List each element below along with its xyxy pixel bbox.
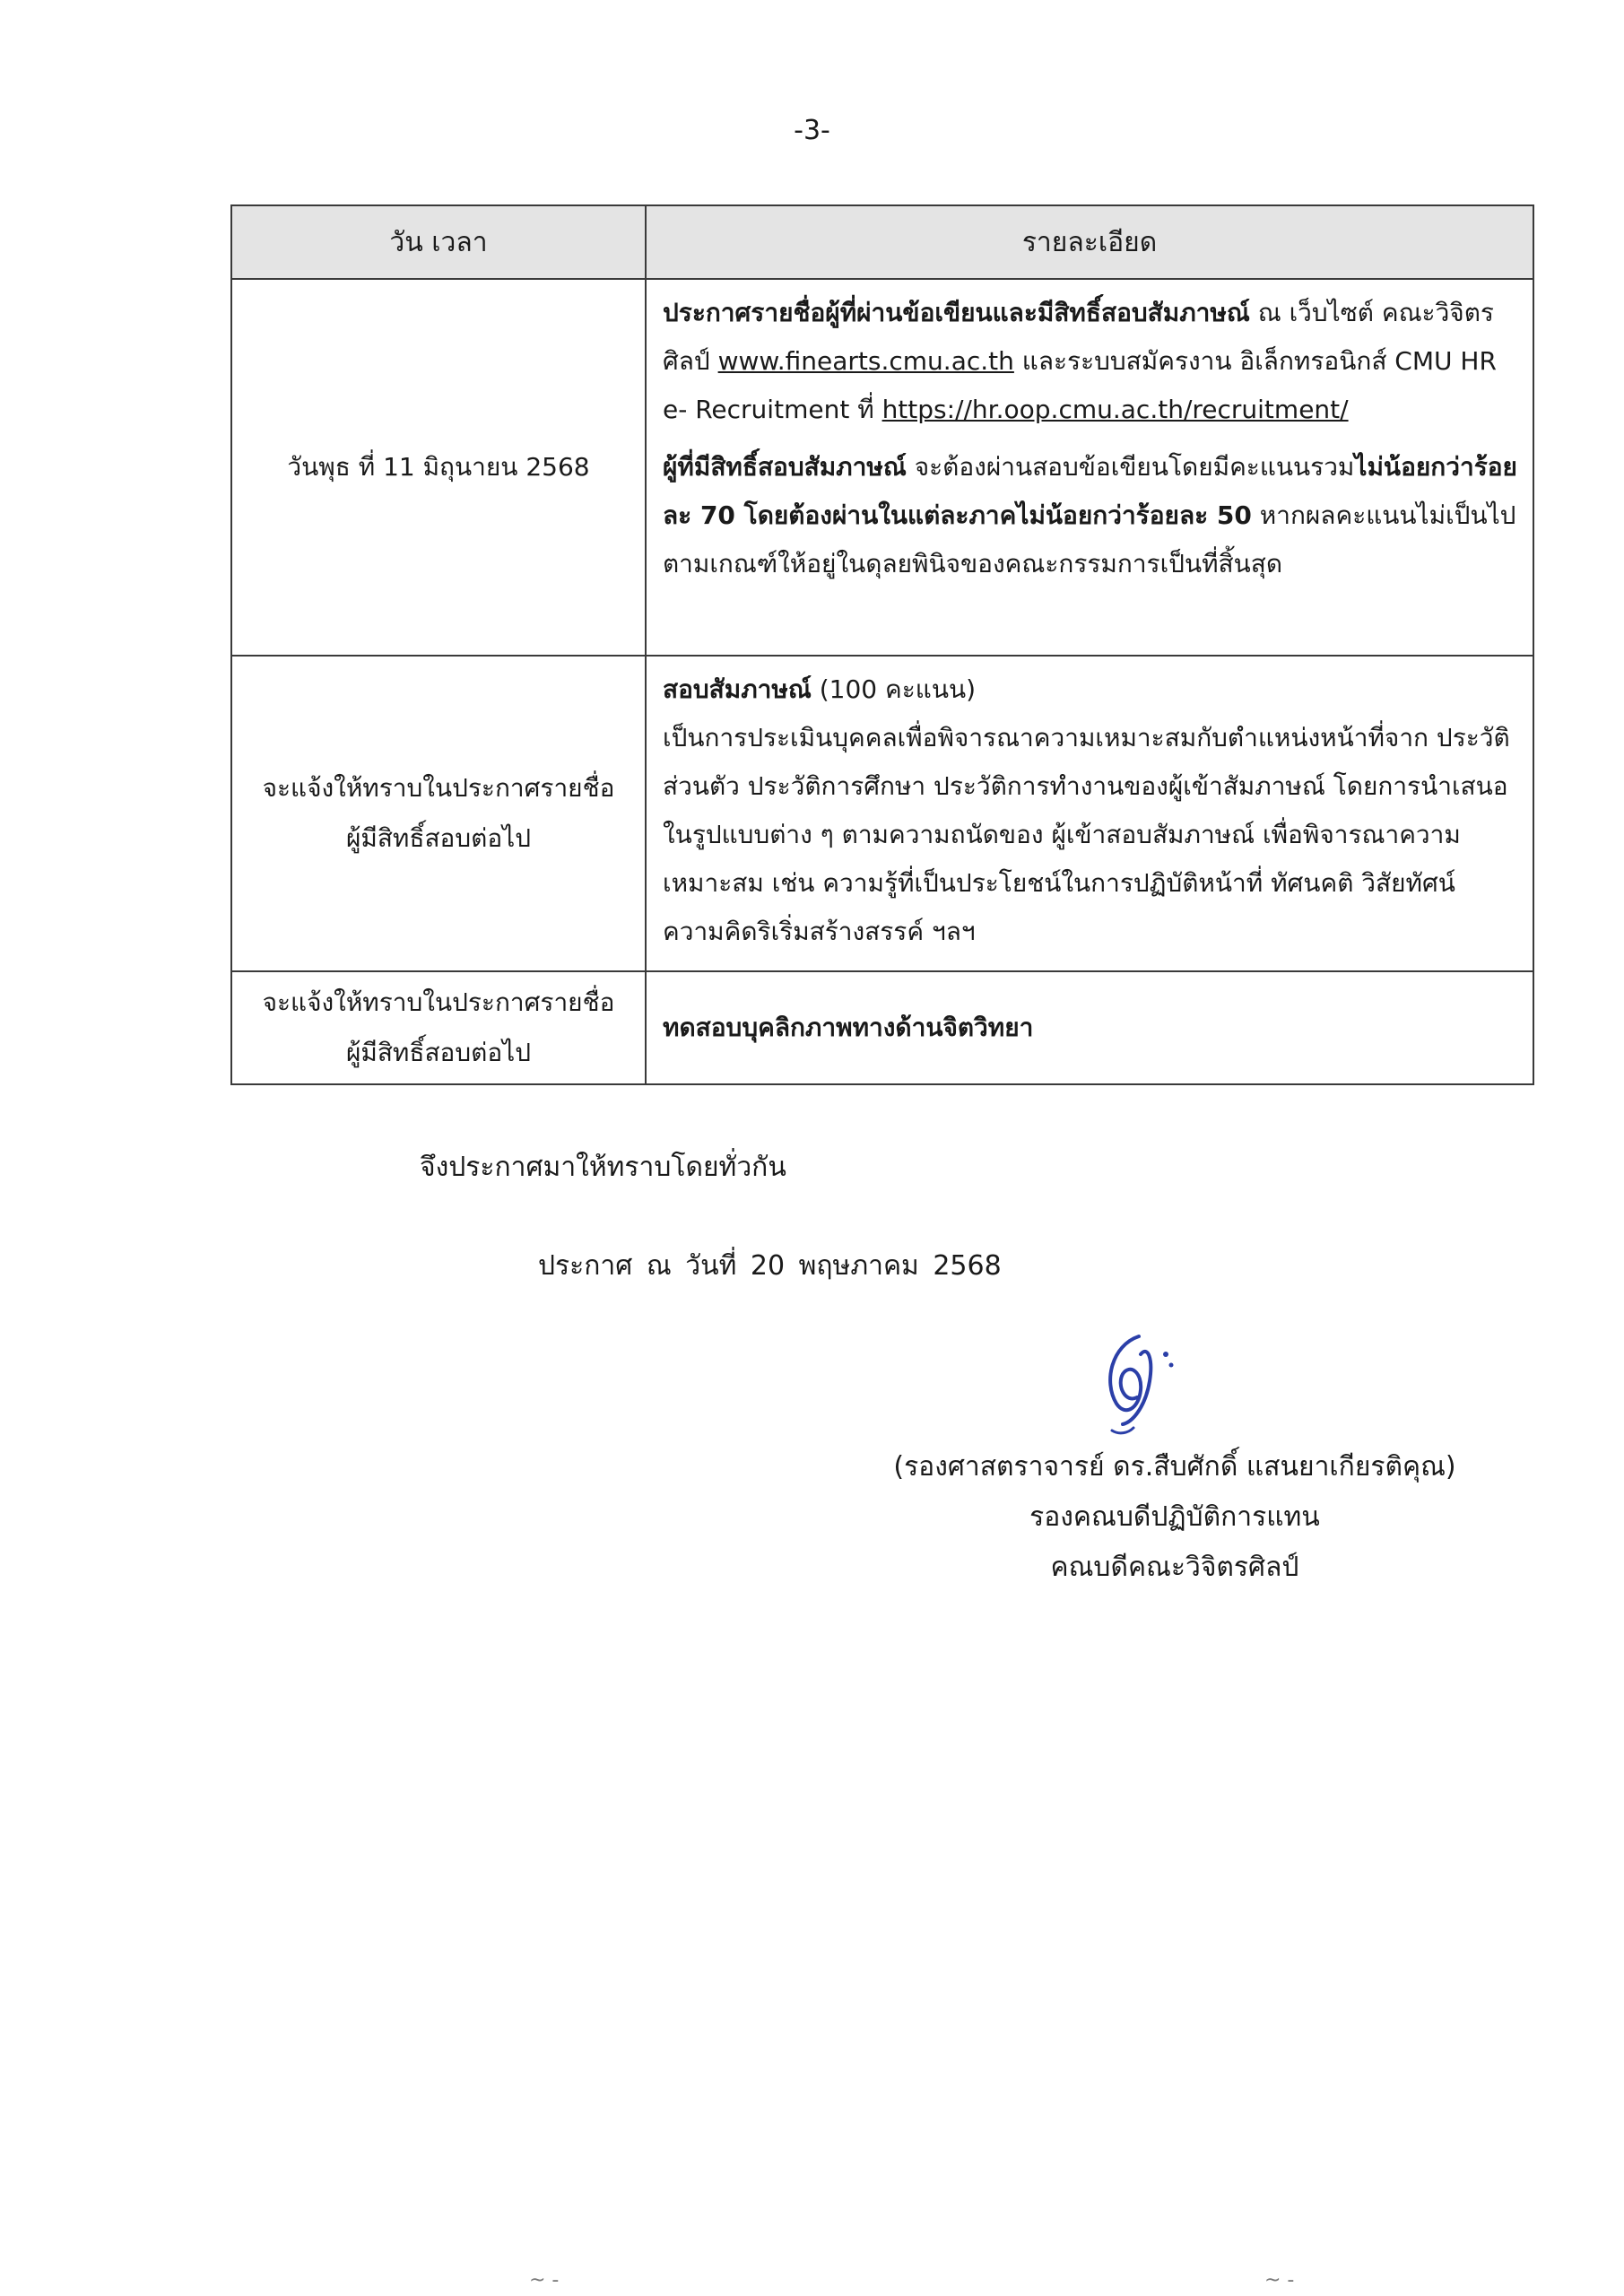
- announcement-paragraph: [663, 289, 1520, 434]
- date-cell: [231, 971, 646, 1084]
- date-cell: [231, 656, 646, 971]
- date-line: ผู้มีสิทธิ์สอบต่อไป: [345, 823, 532, 853]
- finearts-link[interactable]: www.finearts.cmu.ac.th: [717, 346, 1014, 376]
- eligibility-text: หากผลคะแนนไม่เป็นไปตามเกณฑ์ให้อยู่ในดุลยพินิจของคณะกรรมการเป็นที่สิ้นสุด: [663, 500, 1516, 578]
- detail-cell: [646, 971, 1533, 1084]
- table-row: [231, 656, 1533, 971]
- announcement-date: ประกาศ ณ วันที่ 20 พฤษภาคม 2568: [538, 1250, 1002, 1282]
- eligibility-heading: ผู้ที่มีสิทธิ์สอบสัมภาษณ์: [663, 452, 907, 482]
- page-number: -3-: [794, 115, 830, 146]
- date-cell: วันพุธ ที่ 11 มิถุนายน 2568: [231, 279, 646, 656]
- table-row: [231, 279, 1533, 656]
- interview-title: [663, 665, 1520, 714]
- eligibility-paragraph: [663, 443, 1520, 588]
- schedule-table: [230, 204, 1534, 1085]
- announcement-text: และระบบสมัครงาน อิเล็กทรอนิกส์ CMU HR e- Recruitment ที่: [663, 346, 1497, 424]
- interview-points: (100 คะแนน): [811, 674, 977, 704]
- recruitment-link[interactable]: https://hr.oop.cmu.ac.th/recruitment/: [881, 395, 1349, 424]
- date-line: จะแจ้งให้ทราบในประกาศรายชื่อ: [262, 773, 615, 803]
- table-row: [231, 971, 1533, 1084]
- table-header-row: [231, 205, 1533, 279]
- date-line: จะแจ้งให้ทราบในประกาศรายชื่อ: [262, 987, 615, 1017]
- detail-cell: [646, 656, 1533, 971]
- scan-mark: ~ -: [529, 2269, 560, 2292]
- signature-image: [1076, 1318, 1193, 1444]
- detail-cell: [646, 279, 1533, 656]
- signer-title: รองคณบดีปฏิบัติการแทน: [1029, 1501, 1320, 1533]
- interview-heading: สอบสัมภาษณ์: [663, 674, 812, 704]
- signer-name: (รองศาสตราจารย์ ดร.สืบศักดิ์ แสนยาเกียรติคุณ): [893, 1451, 1456, 1483]
- header-date: วัน เวลา: [231, 205, 646, 279]
- eligibility-text: จะต้องผ่านสอบข้อเขียนโดยมีคะแนนรวม: [906, 452, 1355, 482]
- date-line: ผู้มีสิทธิ์สอบต่อไป: [345, 1038, 532, 1067]
- signer-title: คณบดีคณะวิจิตรศิลป์: [1050, 1552, 1299, 1583]
- psychology-test-heading: ทดสอบบุคลิกภาพทางด้านจิตวิทยา: [663, 1013, 1034, 1042]
- announcement-heading: ประกาศรายชื่อผู้ที่ผ่านข้อเขียนและมีสิทธิ์สอบสัมภาษณ์: [663, 298, 1250, 327]
- closing-statement: จึงประกาศมาให้ทราบโดยทั่วกัน: [420, 1152, 786, 1183]
- header-details: รายละเอียด: [646, 205, 1533, 279]
- scan-mark: ~ -: [1264, 2269, 1295, 2292]
- eligibility-criteria: ไม่น้อยกว่าร้อยละ 70 โดยต้องผ่านในแต่ละภาคไม่น้อยกว่าร้อยละ 50: [663, 452, 1517, 530]
- announcement-text: ณ เว็บไซต์ คณะวิจิตรศิลป์: [663, 298, 1494, 376]
- interview-description: เป็นการประเมินบุคคลเพื่อพิจารณาความเหมาะสมกับตำแหน่งหน้าที่จาก ประวัติส่วนตัว ประวัติการศึกษา ประวัติการทำงานของผู้เข้าสัมภาษณ์ โดยการนำเสนอในรูปแบบต่าง ๆ ตามความถนัดของ ผู้เข้าสอบสัมภาษณ์ เพื่อพิจารณาความเหมาะสม เช่น ความรู้ที่เป็นประโยชน์ในการปฏิบัติหน้าที่ ทัศนคติ วิสัยทัศน์ ความคิดริเริ่มสร้างสรรค์ ฯลฯ: [663, 723, 1510, 946]
